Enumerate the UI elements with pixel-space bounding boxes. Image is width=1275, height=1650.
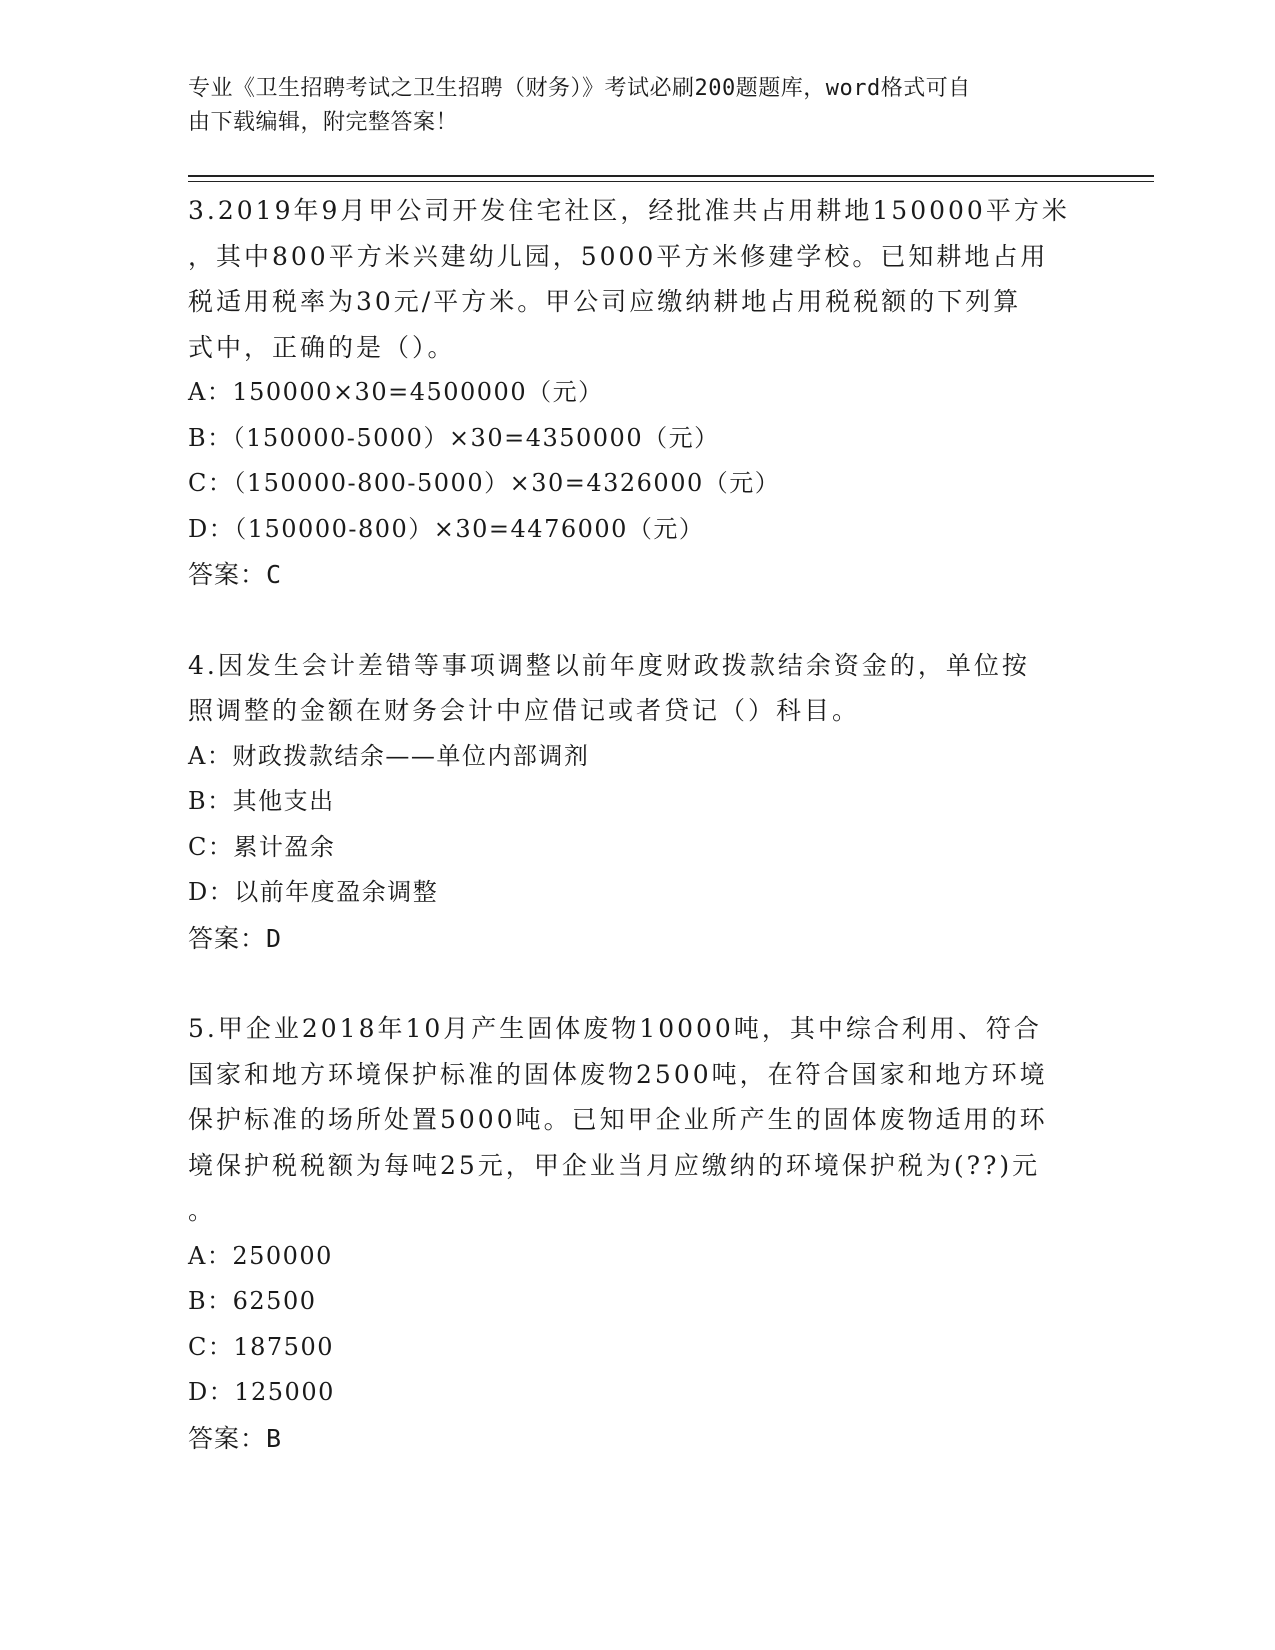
question-spacer xyxy=(188,598,1078,643)
question-4-stem xyxy=(188,643,1078,734)
option-b: B：（150000-5000）×30=4350000（元） xyxy=(188,423,720,452)
option-a: A：财政拨款结余——单位内部调剂 xyxy=(188,741,590,770)
question-list xyxy=(188,188,1078,1461)
question-3 xyxy=(188,188,1078,598)
question-stem-line: 3.2019年9月甲公司开发住宅社区，经批准共占用耕地150000平方米 xyxy=(188,196,1070,225)
answer-line: 答案：C xyxy=(188,560,283,589)
document-header xyxy=(188,72,1068,140)
question-5 xyxy=(188,1006,1078,1461)
answer-line: 答案：B xyxy=(188,1423,283,1453)
option-c: C：累计盈余 xyxy=(188,832,336,861)
question-stem-line: 税适用税率为30元/平方米。甲公司应缴纳耕地占用税税额的下列算 xyxy=(188,287,1022,316)
header-divider-thick xyxy=(188,175,1154,177)
option-b: B：62500 xyxy=(188,1287,317,1315)
question-spacer xyxy=(188,961,1078,1006)
question-3-stem xyxy=(188,188,1078,370)
question-stem-line: 4.因发生会计差错等事项调整以前年度财政拨款结余资金的，单位按 xyxy=(188,650,1030,680)
question-stem-line: 。 xyxy=(188,1196,217,1225)
question-stem-line: 境保护税税额为每吨25元，甲企业当月应缴纳的环境保护税为(??)元 xyxy=(188,1150,1041,1180)
option-c: C：（150000-800-5000）×30=4326000（元） xyxy=(188,469,781,497)
option-d: D：125000 xyxy=(188,1378,335,1406)
question-stem-line: ，其中800平方米兴建幼儿园，5000平方米修建学校。已知耕地占用 xyxy=(188,241,1049,271)
option-a: A：250000 xyxy=(188,1241,333,1270)
option-d: D：（150000-800）×30=4476000（元） xyxy=(188,514,705,543)
question-stem-line: 国家和地方环境保护标准的固体废物2500吨，在符合国家和地方环境 xyxy=(188,1059,1048,1089)
option-d: D：以前年度盈余调整 xyxy=(188,878,439,906)
question-5-stem xyxy=(188,1006,1078,1234)
question-stem-line: 5.甲企业2018年10月产生固体废物10000吨，其中综合利用、符合 xyxy=(188,1014,1042,1043)
question-stem-line: 式中，正确的是（）。 xyxy=(188,332,456,362)
answer-line: 答案：D xyxy=(188,923,283,953)
option-a: A：150000×30=4500000（元） xyxy=(188,378,604,406)
question-stem-line: 照调整的金额在财务会计中应借记或者贷记（）科目。 xyxy=(188,696,861,725)
option-b: B：其他支出 xyxy=(188,787,335,815)
question-stem-line: 保护标准的场所处置5000吨。已知甲企业所产生的固体废物适用的环 xyxy=(188,1105,1048,1134)
option-c: C：187500 xyxy=(188,1332,334,1361)
header-divider-thin xyxy=(188,181,1154,182)
header-line-2: 由下载编辑，附完整答案！ xyxy=(188,110,459,135)
question-4 xyxy=(188,643,1078,962)
header-line-1: 专业《卫生招聘考试之卫生招聘（财务）》考试必刷200题题库，word格式可自 xyxy=(188,76,971,101)
